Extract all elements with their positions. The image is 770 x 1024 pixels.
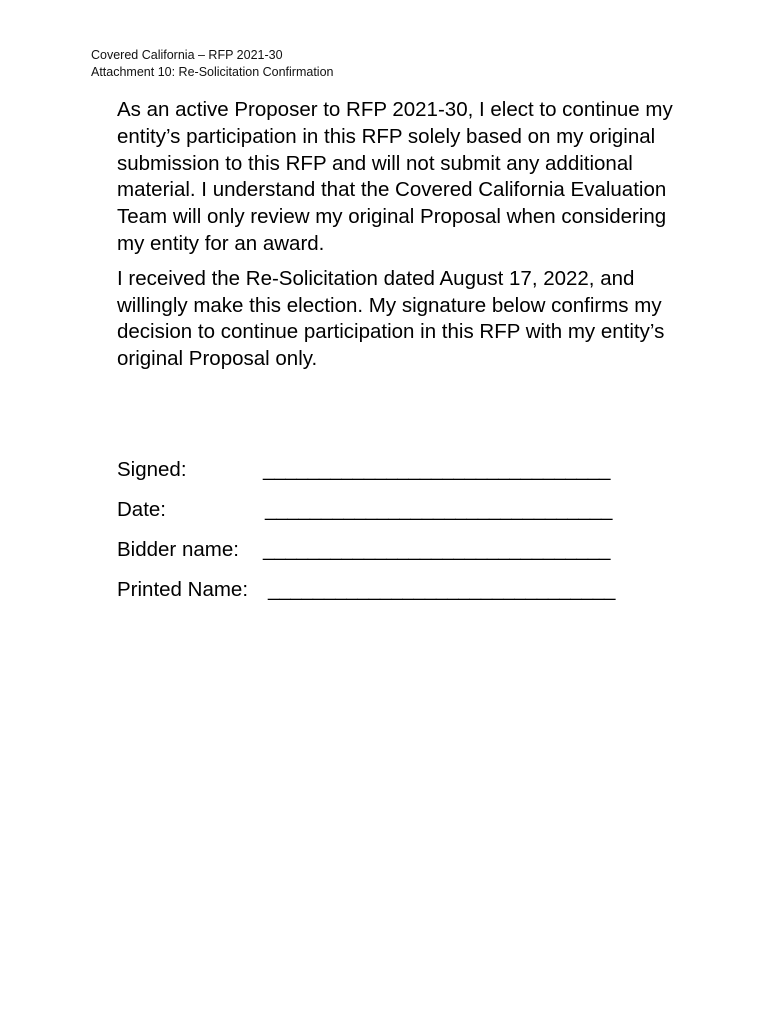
bidder-name-field xyxy=(117,536,677,576)
signed-field xyxy=(117,456,677,496)
bidder-name-line[interactable]: _______________________________ xyxy=(263,538,611,561)
signed-line[interactable]: _______________________________ xyxy=(263,458,611,481)
header-subtitle: Attachment 10: Re-Solicitation Confirmation xyxy=(91,65,334,79)
date-field xyxy=(117,496,677,536)
confirmation-text xyxy=(117,97,687,373)
header-title: Covered California – RFP 2021-30 xyxy=(91,48,283,62)
signed-label: Signed: xyxy=(117,458,187,481)
date-label: Date: xyxy=(117,498,166,521)
printed-name-field xyxy=(117,576,677,616)
paragraph-acknowledgement: I received the Re-Solicitation dated August 17, 2022, and willingly make this election. My signature below confirms my decision to continue participation in this RFP with my entity’s original Proposal only. xyxy=(117,266,665,371)
signature-fields xyxy=(117,456,677,616)
page-header xyxy=(91,47,333,81)
bidder-name-label: Bidder name: xyxy=(117,538,239,561)
paragraph-election: As an active Proposer to RFP 2021-30, I elect to continue my entity’s participation in this RFP solely based on my original submission to this RFP and will not submit any additional material. I understand that the Covered California Evaluation Team will only review my original Proposal when considering my entity for an award. xyxy=(117,98,673,255)
printed-name-line[interactable]: _______________________________ xyxy=(268,578,616,601)
printed-name-label: Printed Name: xyxy=(117,578,249,601)
date-line[interactable]: _______________________________ xyxy=(265,498,613,521)
